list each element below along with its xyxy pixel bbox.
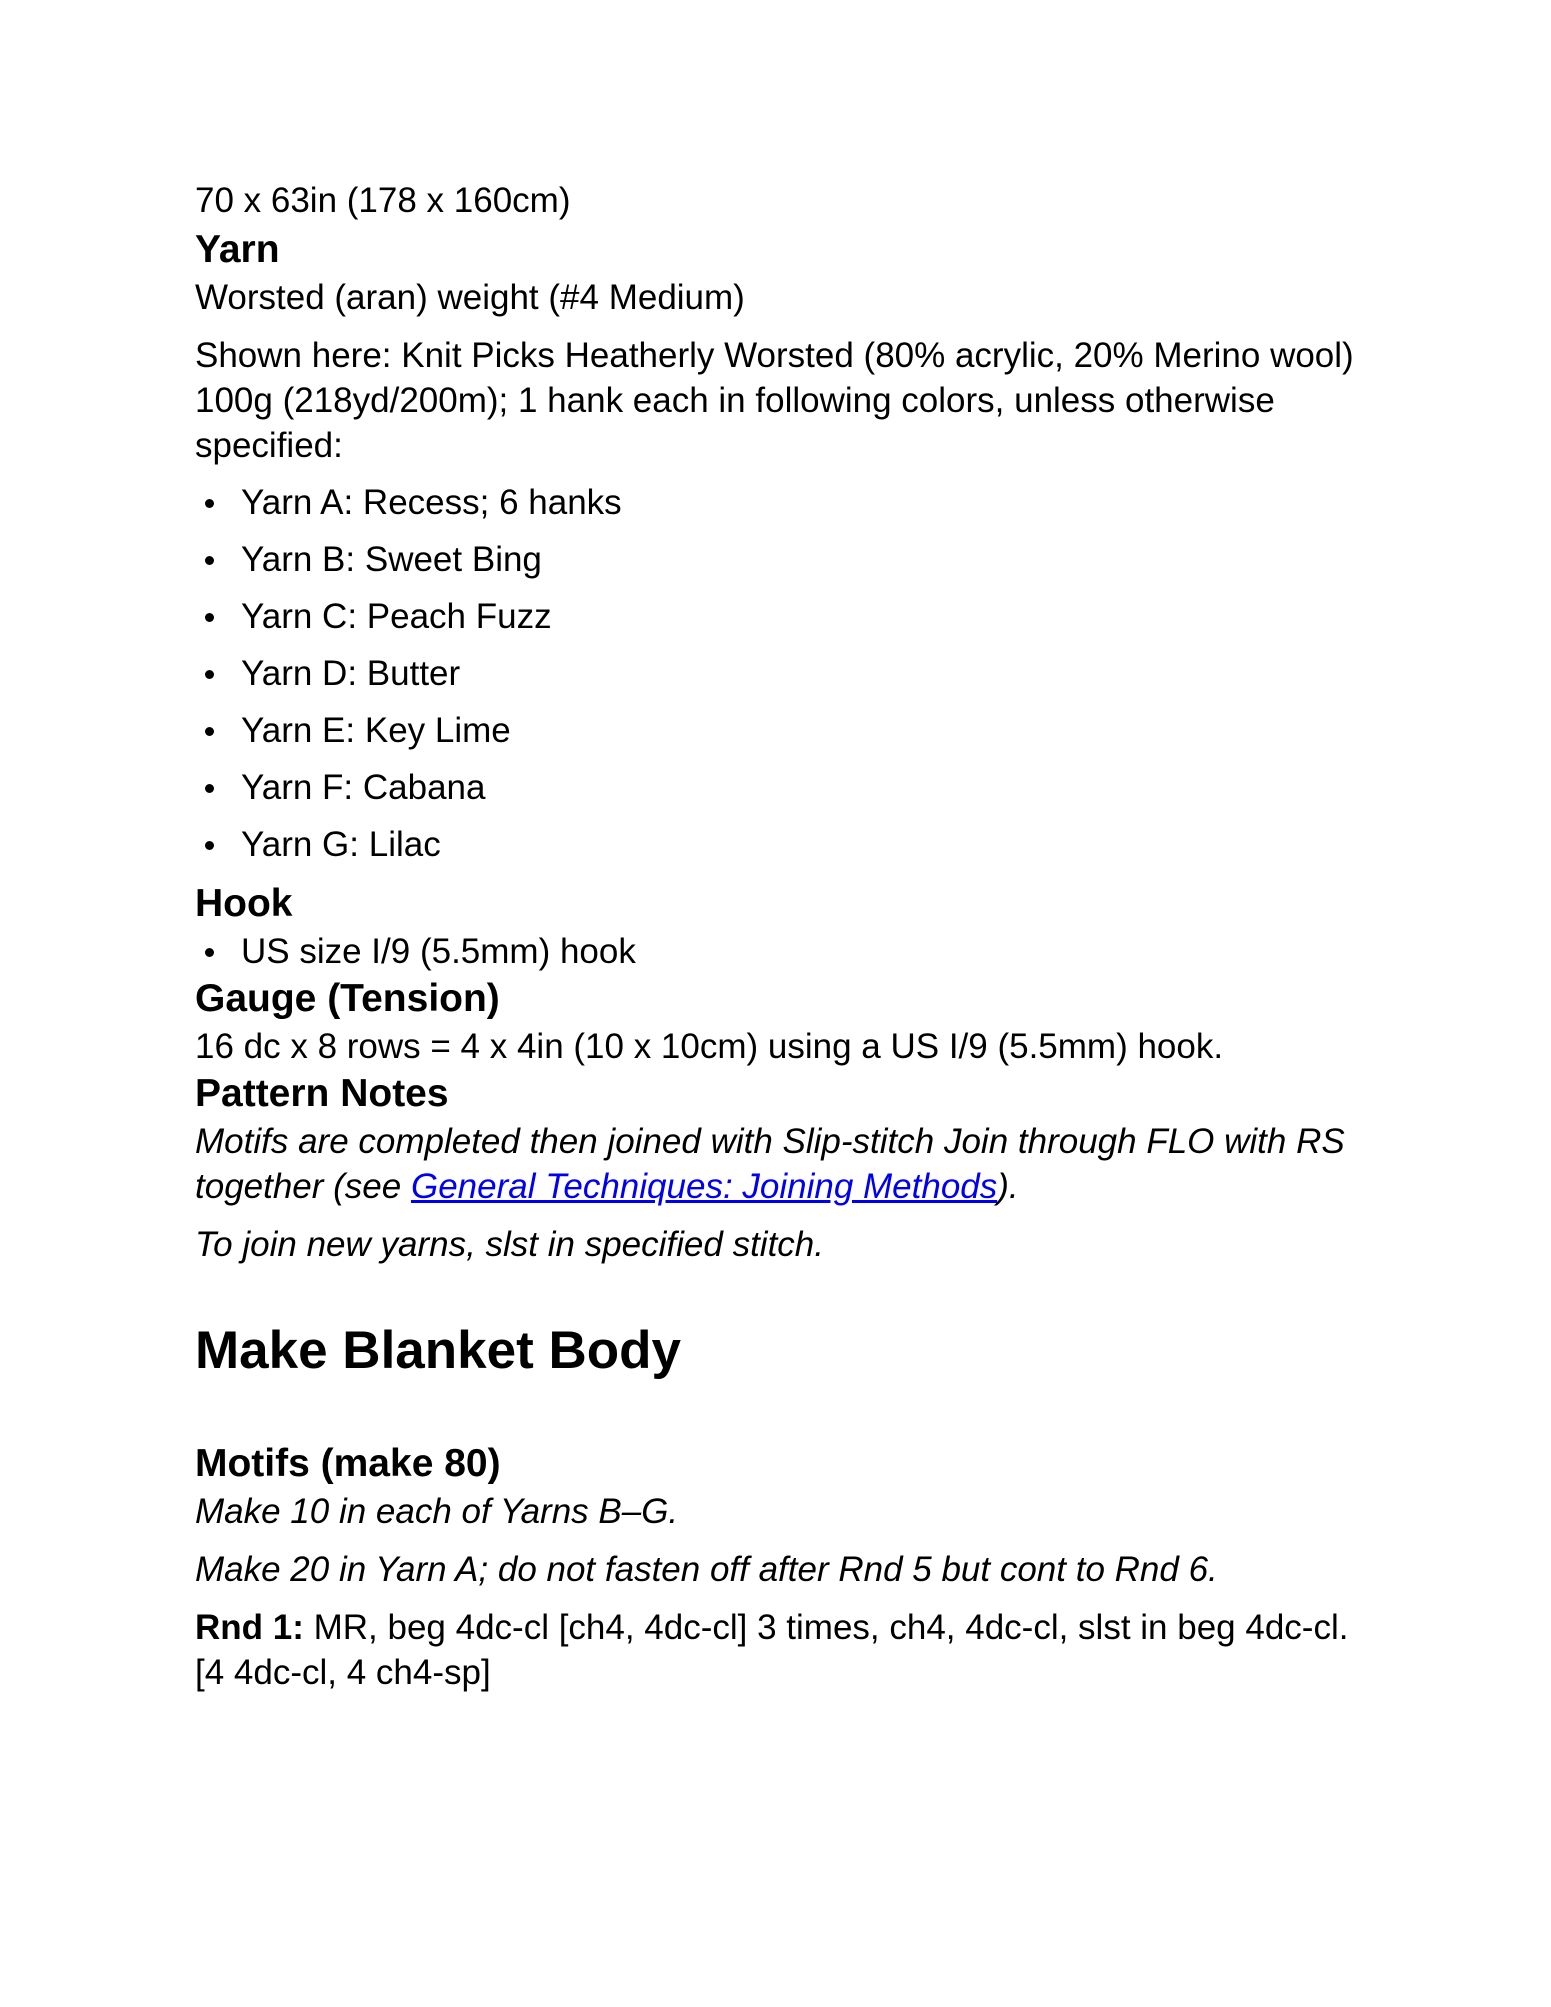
gauge-heading: Gauge (Tension) bbox=[195, 977, 500, 1020]
list-item: Yarn E: Key Lime bbox=[195, 708, 1375, 753]
finished-size: 70 x 63in (178 x 160cm) bbox=[195, 181, 571, 220]
list-item: Yarn C: Peach Fuzz bbox=[195, 594, 1375, 639]
joining-methods-link[interactable]: General Techniques: Joining Methods bbox=[410, 1167, 998, 1206]
list-item: Yarn G: Lilac bbox=[195, 822, 1375, 867]
motifs-heading: Motifs (make 80) bbox=[195, 1442, 501, 1485]
pattern-note-new-yarns: To join new yarns, slst in specified stitch. bbox=[195, 1225, 824, 1264]
yarn-shown-here: Shown here: Knit Picks Heatherly Worsted (80% acrylic, 20% Merino wool) 100g (218yd/200m); 1 hank each in following colors, unless otherwise specified: bbox=[195, 336, 1354, 465]
list-item: Yarn A: Recess; 6 hanks bbox=[195, 480, 1375, 525]
document-page bbox=[195, 178, 1375, 1695]
yarn-weight: Worsted (aran) weight (#4 Medium) bbox=[195, 278, 745, 317]
round-label: Rnd 1: bbox=[195, 1608, 304, 1647]
yarn-heading: Yarn bbox=[195, 228, 280, 271]
list-item: Yarn D: Butter bbox=[195, 651, 1375, 696]
section-title: Make Blanket Body bbox=[195, 1321, 681, 1380]
yarn-list bbox=[195, 480, 1375, 867]
list-item: Yarn B: Sweet Bing bbox=[195, 537, 1375, 582]
pattern-note-joining: Motifs are completed then joined with Slip-stitch Join through FLO with RS together (see General Techniques: Joining Methods). bbox=[195, 1122, 1345, 1206]
list-item: Yarn F: Cabana bbox=[195, 765, 1375, 810]
round-1-instructions: Rnd 1: MR, beg 4dc-cl [ch4, 4dc-cl] 3 times, ch4, 4dc-cl, slst in beg 4dc-cl. [4 4dc-cl, 4 ch4-sp] bbox=[195, 1608, 1349, 1692]
motifs-note-b-g: Make 10 in each of Yarns B–G. bbox=[195, 1492, 679, 1531]
list-item: US size I/9 (5.5mm) hook bbox=[195, 929, 1375, 974]
motifs-note-yarn-a: Make 20 in Yarn A; do not fasten off after Rnd 5 but cont to Rnd 6. bbox=[195, 1550, 1218, 1589]
hook-heading: Hook bbox=[195, 882, 293, 925]
hook-list bbox=[195, 929, 1375, 974]
gauge-text: 16 dc x 8 rows = 4 x 4in (10 x 10cm) using a US I/9 (5.5mm) hook. bbox=[195, 1027, 1224, 1066]
pattern-notes-heading: Pattern Notes bbox=[195, 1072, 449, 1115]
